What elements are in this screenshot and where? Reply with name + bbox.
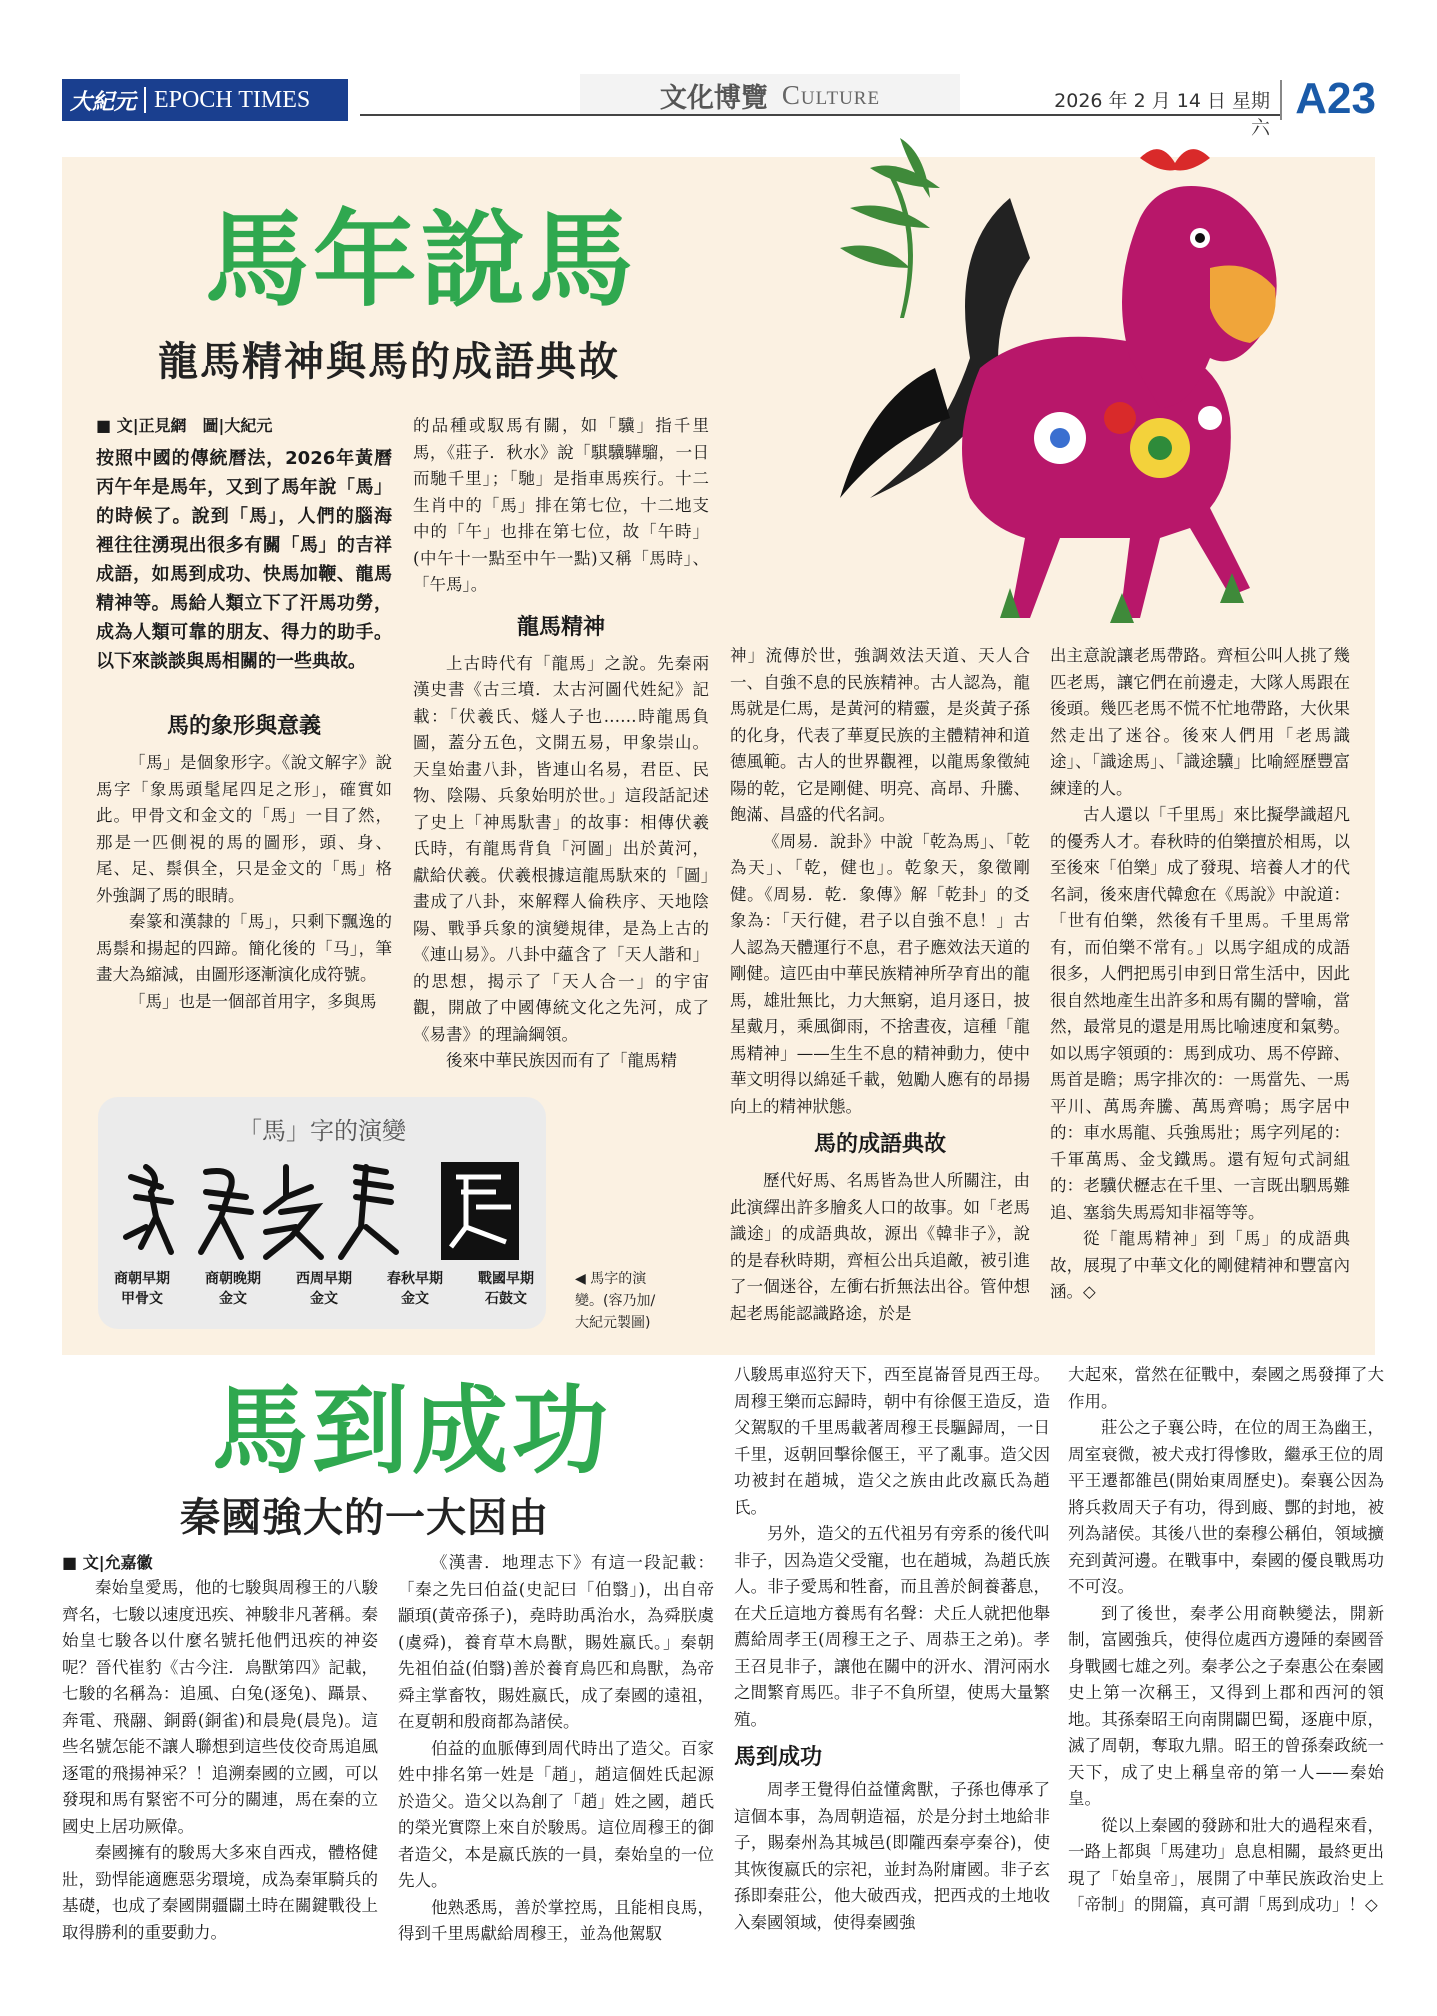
bamboo-leaves (840, 138, 940, 318)
article2-para-6: 八駿馬車巡狩天下，西至崑崙晉見西王母。周穆王樂而忘歸時，朝中有徐偃王造反，造父駕馭的千里馬載著周穆王長驅歸周，一日千里，返朝回擊徐偃王，平了亂事。造父因功被封在趙城，造父之族由此改嬴氏為趙氏。 (734, 1365, 1050, 1517)
logo-cn: 大紀元 (70, 89, 137, 115)
article2-col1 (62, 1550, 378, 1946)
para-shape-3: 「馬」也是一個部首用字，多與馬 (129, 991, 377, 1011)
article2-para-10: 莊公之子襄公時，在位的周王為幽王，周室衰微，被犬戎打得慘敗，繼承王位的周平王遷都雒邑(開始東周歷史)。秦襄公因為將兵救周天子有功，得到廄、酆的封地，被列為諸侯。其後八世的秦穆公稱伯，領域擴充到黃河邊。在戰事中，秦國的優良戰馬功不可沒。 (1068, 1418, 1384, 1596)
para-dragon-2: 後來中華民族因而有了「龍馬精 (446, 1051, 677, 1070)
section-label (580, 74, 960, 116)
para-col4-b: 古人還以「千里馬」來比擬學識超凡的優秀人才。春秋時的伯樂擅於相馬，以至後來「伯樂」成了發現、培養人才的代名詞，後來唐代韓愈在《馬說》中說道：「世有伯樂，然後有千里馬。千里馬常有，而伯樂不常有。」以馬字組成的成語很多，人們把馬引申到日常生活中，因此很自然地產生出許多和馬有關的譬喻，當然，最常見的還是用馬比喻速度和氣勢。如以馬字領頭的：馬到成功、馬不停蹄、馬首是瞻；馬字排次的：一馬當先、一馬平川、萬馬奔騰、萬馬齊鳴；馬字居中的：車水馬龍、兵強馬壯；馬字列尾的：千軍萬馬、金戈鐵馬。還有短句式詞組的：老驥伏櫪志在千里、一言既出駟馬難追、塞翁失馬焉知非福等等。 (1050, 805, 1350, 1222)
para-idiom-1: 歷代好馬、名馬皆為世人所關注，由此演繹出許多膾炙人口的故事。如「老馬識途」的成語典故，源出《韓非子》，說的是春秋時期，齊桓公出兵追敵，被引進了一個迷谷，左衝右折無法出谷。管仲想起老馬能認識路途，於是 (730, 1171, 1030, 1323)
article2-para-8: 周孝王覺得伯益懂禽獸，子孫也傳承了這個本事，為周朝造福，於是分封土地給非子，賜秦州為其城邑(即隴西秦亭秦谷)，使其恢復嬴氏的宗祀，並封為附庸國。非子玄孫即秦莊公，他大破西戎，把西戎的土地收入秦國領域，使得秦國強 (734, 1780, 1050, 1932)
article2-para-9: 大起來，當然在征戰中，秦國之馬發揮了大作用。 (1068, 1365, 1384, 1411)
issue-date: 2026 年 2 月 14 日 星期六 (1054, 90, 1270, 139)
logo-en: EPOCH TIMES (154, 86, 311, 113)
para-col4-a: 出主意說讓老馬帶路。齊桓公叫人挑了幾匹老馬，讓它們在前邊走，大隊人馬跟在後頭。幾匹老馬不慌不忙地帶路，大伙果然走出了迷谷。後來人們用「老馬識途」、「識途馬」、「識途驥」比喻經歷豐富練達的人。 (1050, 646, 1350, 798)
evolution-title: 「馬」字的演變 (238, 1117, 406, 1145)
evolution-label: 春秋早期 金文 (387, 1271, 443, 1307)
article1-byline: ■ 文|正見網 圖|大紀元 (96, 416, 273, 435)
para-col4-c: 從「龍馬精神」到「馬」的成語典故，展現了中華文化的剛健精神和豐富內涵。◇ (1050, 1229, 1350, 1301)
article2-subtitle: 秦國強大的一大因由 (180, 1495, 549, 1541)
article2-para-7: 另外，造父的五代祖另有旁系的後代叫非子，因為造父受寵，也在趙城，為趙氏族人。非子愛馬和牲畜，而且善於飼養蕃息，在犬丘這地方養馬有名聲：犬丘人就把他舉薦給周孝王(周穆王之子、周恭王之弟)。孝王召見非子，讓他在關中的汧水、渭河兩水之間繁育馬匹。非子不負所望，使馬大量繁殖。 (734, 1524, 1050, 1729)
article2-para-5: 他熟悉馬，善於掌控馬，且能相良馬，得到千里馬獻給周穆王，並為他駕馭 (398, 1897, 714, 1943)
article2-para-11: 到了後世，秦孝公用商鞅變法，開新制，富國強兵，使得位處西方邊陲的秦國晉身戰國七雄之列。秦孝公之子秦惠公在秦國史上第一次稱王，又得到上郡和西河的領地。其孫秦昭王向南開闢巴蜀，逐鹿中原，滅了周朝，奪取九鼎。昭王的曾孫秦政統一天下，成了史上稱皇帝的第一人——秦始皇。 (1068, 1603, 1384, 1808)
article1-col4 (1050, 643, 1350, 1306)
glyph-spring-autumn-bronze (341, 1167, 396, 1257)
heading-horse-success: 馬到成功 (734, 1745, 823, 1770)
article1-title: 馬年說馬 (205, 199, 638, 321)
article2-para-2: 秦國擁有的駿馬大多來自西戎，體格健壯，勁悍能適應惡劣環境，成為秦軍騎兵的基礎，也成了秦國開疆闢土時在關鍵戰役上取得勝利的重要動力。 (62, 1843, 378, 1942)
masthead-logo (62, 79, 348, 121)
heading-shape-meaning: 馬的象形與意義 (166, 714, 321, 739)
section-en: Culture (781, 79, 881, 110)
horse-papercut-illustration (830, 118, 1340, 638)
evolution-labels (114, 1269, 534, 1309)
article2-title: 馬到成功 (212, 1375, 612, 1487)
logo-divider (144, 87, 146, 113)
evolution-caption: ◀ 馬字的演 變。(容乃加/ 大紀元製圖) (575, 1271, 656, 1331)
para-shape-2: 秦篆和漢隸的「馬」，只剩下飄逸的馬鬃和揚起的四蹄。簡化後的「马」，筆畫大為縮減，由圖形逐漸演化成符號。 (96, 912, 392, 984)
para-col3-a: 神」流傳於世，強調效法天道、天人合一、自強不息的民族精神。古人認為，龍馬就是仁馬，是黃河的精靈，是炎黃子孫的化身，代表了華夏民族的主體精神和道德風範。古人的世界觀裡，以龍馬象徵純陽的乾，它是剛健、明亮、高昂、升騰、飽滿、昌盛的代名詞。 (730, 646, 1030, 824)
glyph-oracle-bone (126, 1167, 171, 1252)
character-evolution-panel (98, 1097, 546, 1329)
evolution-glyphs (116, 1157, 536, 1267)
article2-col3 (734, 1362, 1050, 1936)
article2-byline: ■ 文|允嘉徽 (62, 1553, 153, 1572)
glyph-late-shang-bronze (201, 1171, 251, 1257)
para-dragon-1: 上古時代有「龍馬」之說。先秦兩漢史書《古三墳．太古河圖代姓紀》記載：「伏羲氏、燧人子也……時龍馬負圖，蓋分五色，文開五易，甲象崇山。天皇始畫八卦，皆連山名易，君臣、民物、陰陽、兵象始明於世。」這段話記述了史上「神馬馱書」的故事：相傳伏羲氏時，有龍馬背負「河圖」出於黃河，獻給伏羲。伏羲根據這龍馬馱來的「圖」畫成了八卦，來解釋人倫秩序、天地陰陽、戰爭兵象的演變規律，是為上古的《連山易》。八卦中蘊含了「天人諧和」的思想，揭示了「天人合一」的宇宙觀，開啟了中國傳統文化之先河，成了《易書》的理論綱領。 (413, 653, 709, 1044)
evolution-label: 商朝早期 甲骨文 (114, 1271, 170, 1307)
evolution-label: 西周早期 金文 (296, 1271, 352, 1307)
horse-body (962, 337, 1250, 618)
para-col2-a: 的品種或馭馬有關，如「驥」指千里馬，《莊子．秋水》說「騏驥驊騮，一日而馳千里」；「馳」是指車馬疾行。十二生肖中的「馬」排在第七位，十二地支中的「午」也排在第七位，故「午時」(中午十一點至中午一點)又稱「馬時」、「午馬」。 (413, 416, 709, 594)
article2-para-4: 伯益的血脈傳到周代時出了造父。百家姓中排名第一姓是「趙」，趙這個姓氏起源於造父。造父以為創了「趙」姓之國，趙氏的榮光實際上來自於駿馬。這位周穆王的御者造父，本是嬴氏族的一員，秦始皇的一位先人。 (398, 1738, 714, 1890)
para-col3-b: 《周易．說卦》中說「乾為馬」、「乾為天」、「乾，健也」。乾象天，象徵剛健。《周易．乾．象傳》解「乾卦」的爻象為：「天行健，君子以自強不息！」古人認為天體運行不息，君子應效法天道的剛健。這匹由中華民族精神所孕育出的龍馬，雄壯無比，力大無窮，追月逐日，披星戴月，乘風御雨，不捨晝夜，這種「龍馬精神」——生生不息的精神動力，使中華文明得以綿延千載，勉勵人應有的昂揚向上的精神狀態。 (730, 831, 1030, 1116)
article1-col3 (730, 643, 1030, 1327)
article2-para-12: 從以上秦國的發跡和壯大的過程來看，一路上都與「馬建功」息息相關，最終更出現了「始皇帝」，展開了中華民族政治史上「帝制」的開篇，真可謂「馬到成功」！◇ (1068, 1815, 1384, 1914)
para-shape-1: 「馬」是個象形字。《說文解字》說馬字「象馬頭髦尾四足之形」，確實如此。甲骨文和金文的「馬」一目了然，那是一匹側視的馬的圖形，頭、身、尾、足、鬃俱全，只是金文的「馬」格外強調了馬的眼睛。 (96, 753, 392, 905)
article1-subtitle: 龍馬精神與馬的成語典故 (158, 339, 620, 385)
glyph-western-zhou-bronze (266, 1167, 321, 1257)
article2-para-1: 秦始皇愛馬，他的七駿與周穆王的八駿齊名，七駿以速度迅疾、神駿非凡著稱。秦始皇七駿各以什麼名號托他們迅疾的神姿呢？晉代崔豹《古今注．鳥獸第四》記載，七駿的名稱為：追風、白兔(逐兔)、躡景、奔電、飛翮、銅爵(銅雀)和晨鳧(晨凫)。這些名號怎能不讓人聯想到這些伎佼奇馬追風逐電的飛揚神采？！追溯秦國的立國，可以發現和馬有緊密不可分的關連，馬在秦的立國史上居功厥偉。 (62, 1578, 378, 1836)
article2-para-3: 《漢書．地理志下》有這一段記載：「秦之先曰伯益(史記曰「伯翳」)，出自帝顓頊(黃帝孫子)，堯時助禹治水，為舜朕虞(虞舜)，養育草木鳥獸，賜姓嬴氏。」秦朝先祖伯益(伯翳)善於養育鳥匹和鳥獸，為帝舜主掌畜牧，賜姓嬴氏，成了秦國的遠祖，在夏朝和殷商都為諸侯。 (398, 1553, 714, 1731)
article1-col1 (96, 413, 392, 1015)
heading-idioms: 馬的成語典故 (813, 1132, 946, 1157)
article1-col2 (413, 413, 709, 1075)
article2-col2 (398, 1550, 714, 1948)
heading-dragon-horse: 龍馬精神 (516, 614, 605, 640)
evolution-label: 戰國早期 石鼓文 (478, 1271, 534, 1307)
article1-lead: 按照中國的傳統曆法，2026年黃曆丙午年是馬年，又到了馬年說「馬」的時候了。說到「馬」，人們的腦海裡往往湧現出很多有關「馬」的吉祥成語，如馬到成功、快馬加鞭、龍馬精神等。馬給人類立下了汗馬功勞，成為人類可靠的朋友、得力的助手。以下來談談與馬相關的一些典故。 (96, 448, 392, 672)
header-divider (1280, 80, 1282, 120)
article2-col4 (1068, 1362, 1384, 1919)
horse-bow (1140, 149, 1210, 170)
page-number: A23 (1295, 74, 1376, 123)
section-cn: 文化博覽 (659, 82, 768, 114)
evolution-label: 商朝晚期 金文 (205, 1271, 261, 1307)
